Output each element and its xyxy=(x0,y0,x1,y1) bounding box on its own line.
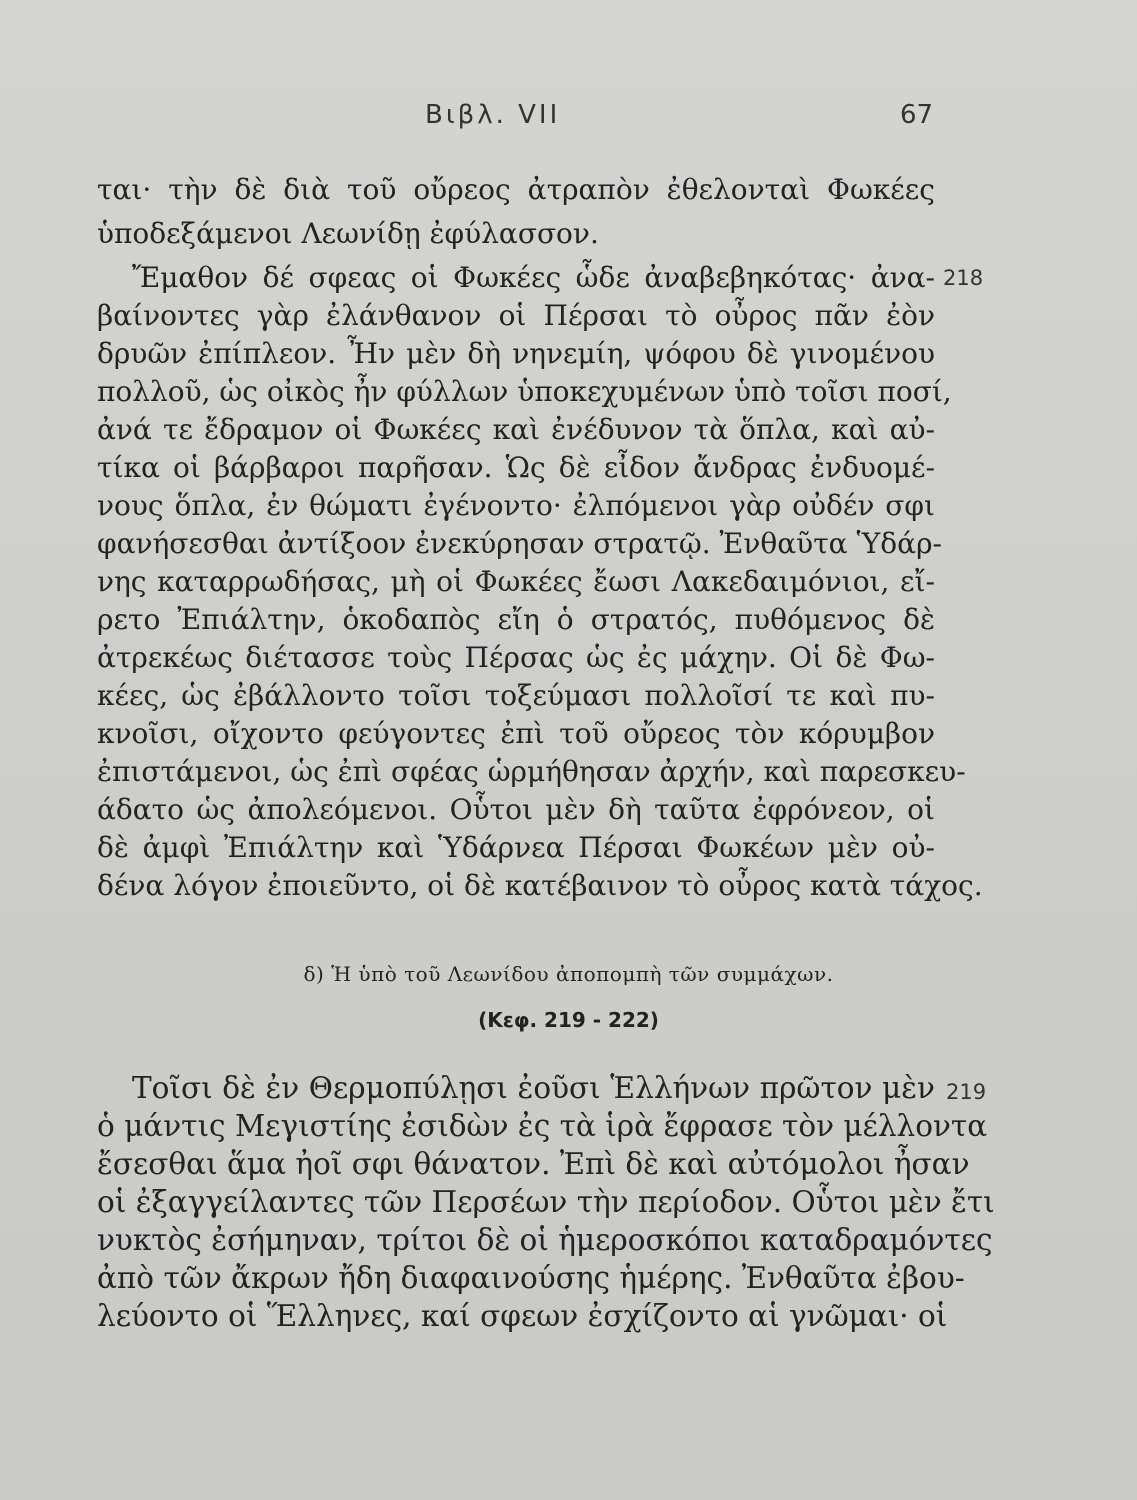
text-line: ρετο Ἐπιάλτην, ὁκοδαπὸς εἴη ὁ στρατός, πυθόμενος δὲ xyxy=(97,603,935,636)
text-line: ται· τὴν δὲ διὰ τοῦ οὔρεος ἀτραπὸν ἐθελονταὶ Φωκέες xyxy=(97,173,935,206)
text-line: ὑποδεξάμενοι Λεωνίδῃ ἐφύλασσον. xyxy=(97,217,599,250)
text-line: κέες, ὡς ἐβάλλοντο τοῖσι τοξεύμασι πολλοῖσί τε καὶ πυ- xyxy=(97,679,935,712)
text-line: ἀτρεκέως διέτασσε τοὺς Πέρσας ὡς ἐς μάχην. Οἱ δὲ Φω- xyxy=(97,641,935,674)
section-heading: δ) Ἡ ὑπὸ τοῦ Λεωνίδου ἀποπομπὴ τῶν συμμάχων. xyxy=(303,962,834,986)
text-line: λεύοντο οἱ Ἕλληνες, καί σφεων ἐσχίζοντο αἱ γνῶμαι· οἱ xyxy=(97,1299,948,1333)
margin-chapter-number: 219 xyxy=(946,1080,987,1104)
text-line: Ἔμαθον δέ σφεας οἱ Φωκέες ὧδε ἀναβεβηκότας· ἀνα- xyxy=(132,261,935,294)
text-line: ὁ μάντις Μεγιστίης ἐσιδὼν ἐς τὰ ἱρὰ ἔφρασε τὸν μέλλοντα xyxy=(97,1109,988,1143)
text-line: δρυῶν ἐπίπλεον. Ἦν μὲν δὴ νηνεμίη, ψόφου δὲ γινομένου xyxy=(97,337,935,370)
text-line: κνοῖσι, οἴχοντο φεύγοντες ἐπὶ τοῦ οὔρεος τὸν κόρυμβον xyxy=(97,717,935,750)
text-line: βαίνοντες γὰρ ἐλάνθανον οἱ Πέρσαι τὸ οὖρος πᾶν ἐὸν xyxy=(97,299,935,332)
page-number: 67 xyxy=(900,100,934,130)
text-line: ἐπιστάμενοι, ὡς ἐπὶ σφέας ὡρμήθησαν ἀρχήν, καὶ παρεσκευ- xyxy=(97,755,966,788)
text-line: τίκα οἱ βάρβαροι παρῆσαν. Ὡς δὲ εἶδον ἄνδρας ἐνδυομέ- xyxy=(97,451,935,484)
text-line: νυκτὸς ἐσήμηναν, τρίτοι δὲ οἱ ἡμεροσκόποι καταδραμόντες xyxy=(97,1223,993,1257)
text-line: νης καταρρωδήσας, μὴ οἱ Φωκέες ἔωσι Λακεδαιμόνιοι, εἴ- xyxy=(97,565,935,598)
text-line: Τοῖσι δὲ ἐν Θερμοπύλῃσι ἐοῦσι Ἑλλήνων πρῶτον μὲν xyxy=(132,1071,935,1105)
text-line: ἔσεσθαι ἅμα ἠοῖ σφι θάνατον. Ἐπὶ δὲ καὶ αὐτόμολοι ἦσαν xyxy=(97,1147,970,1181)
text-line: ἀπὸ τῶν ἄκρων ἤδη διαφαινούσης ἡμέρης. Ἐνθαῦτα ἐβου- xyxy=(97,1261,965,1295)
chapter-reference: (Κεφ. 219 - 222) xyxy=(478,1008,659,1032)
text-line: δένα λόγον ἐποιεῦντο, οἱ δὲ κατέβαινον τὸ οὖρος κατὰ τάχος. xyxy=(97,869,983,902)
running-title: Βιβλ. VII xyxy=(425,100,561,130)
margin-chapter-number: 218 xyxy=(943,266,984,290)
text-line: φανήσεσθαι ἀντίξοον ἐνεκύρησαν στρατῷ. Ἐνθαῦτα Ὑδάρ- xyxy=(97,527,942,560)
text-line: δὲ ἀμφὶ Ἐπιάλτην καὶ Ὑδάρνεα Πέρσαι Φωκέων μὲν οὐ- xyxy=(97,831,935,864)
text-line: ἀνά τε ἔδραμον οἱ Φωκέες καὶ ἐνέδυνον τὰ ὅπλα, καὶ αὐ- xyxy=(97,413,935,446)
text-line: νους ὅπλα, ἐν θώματι ἐγένοντο· ἐλπόμενοι γὰρ οὐδέν σφι xyxy=(97,489,935,522)
text-line: οἱ ἐξαγγείλαντες τῶν Περσέων τὴν περίοδον. Οὗτοι μὲν ἔτι xyxy=(97,1185,995,1219)
text-line: πολλοῦ, ὡς οἰκὸς ἦν φύλλων ὑποκεχυμένων ὑπὸ τοῖσι ποσί, xyxy=(97,375,952,408)
text-line: άδατο ὡς ἀπολεόμενοι. Οὗτοι μὲν δὴ ταῦτα ἐφρόνεον, οἱ xyxy=(97,793,935,826)
